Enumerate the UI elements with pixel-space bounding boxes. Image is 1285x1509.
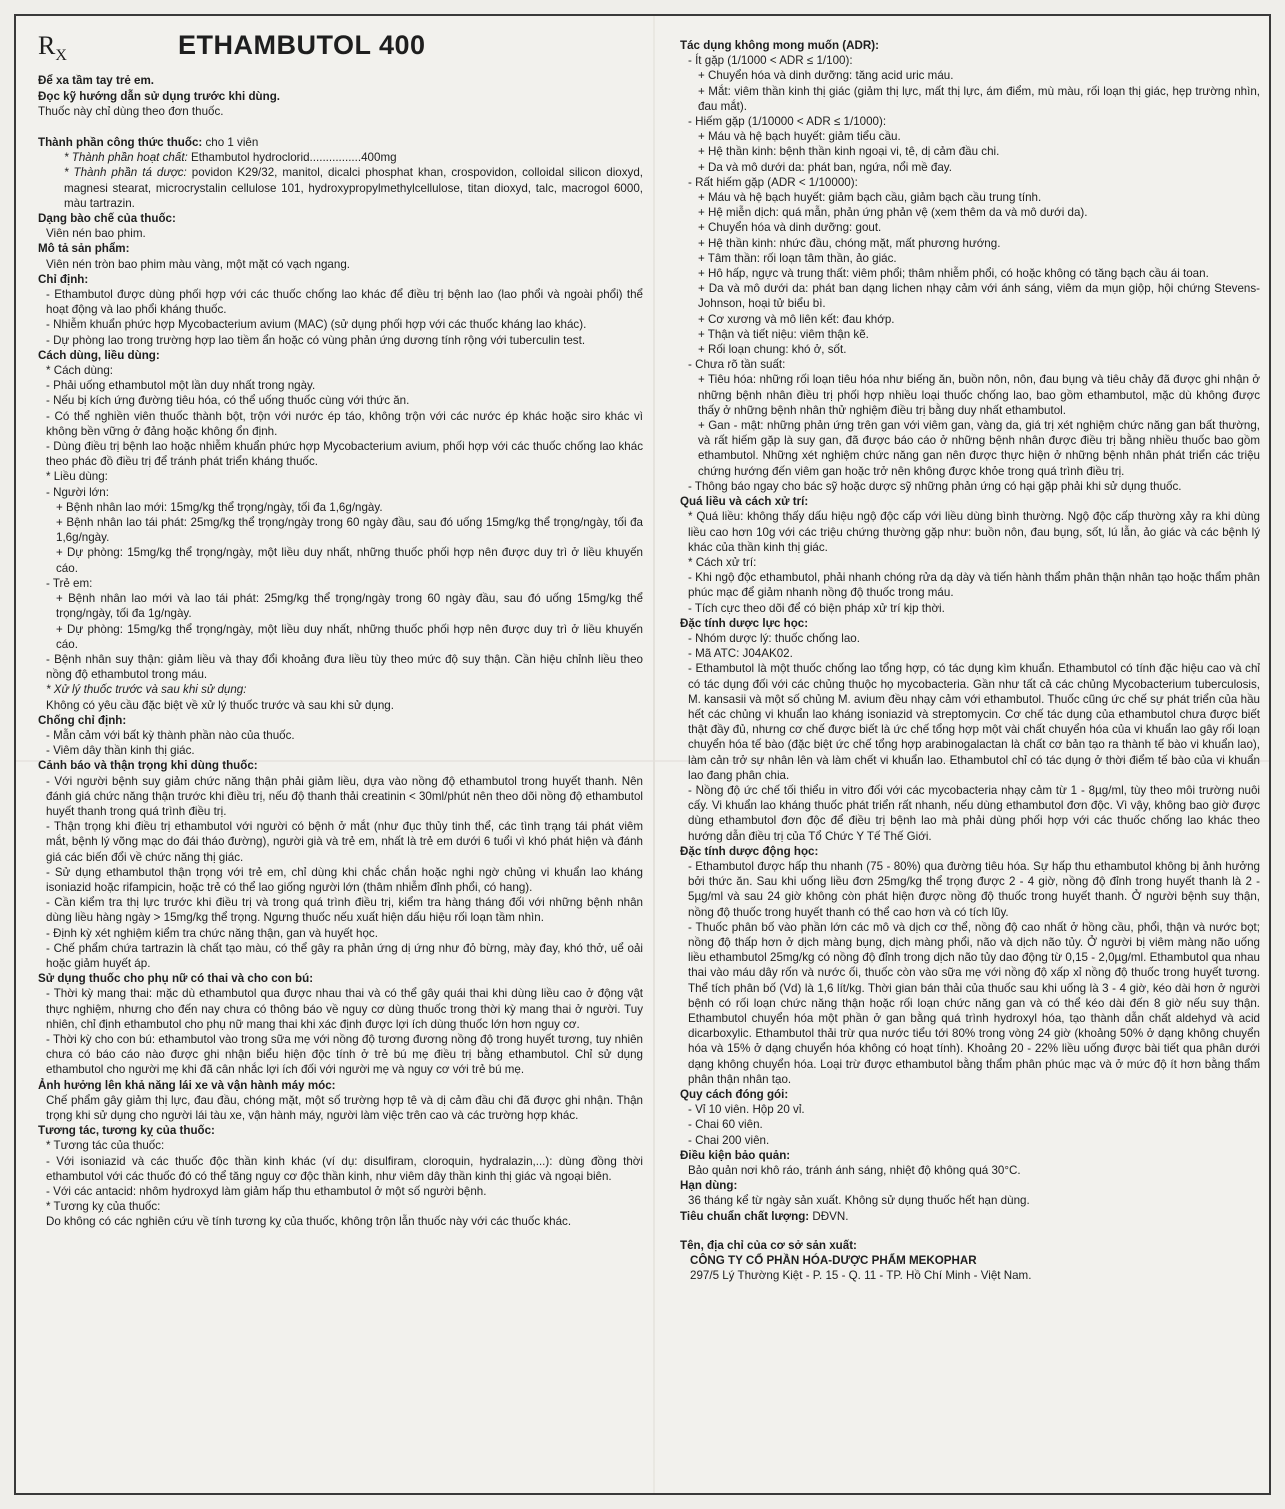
overdose-symptoms: * Quá liều: không thấy dấu hiệu ngộ độc cấp với liều dùng bình thường. Ngộ độc cấp thường xảy ra khi dùng liều cao hơn 10g với các triệu chứng thường gặp như: buồn nôn, đau bụng, sốt, lú lẫn, ảo giác và các bệnh lý khác của thần kinh thị giác. [688,510,1260,554]
section-overdose [680,494,1260,616]
section-precautions [38,758,643,971]
precaution-line: - Sử dụng ethambutol thận trọng với trẻ em, chỉ dùng khi chắc chắn hoặc nghi ngờ chủng vi khuẩn lao kháng isoniazid hoặc rifampicin, hoặc trẻ có thể lao giống người lớn (thâm nhiễm đỉnh phổi, có hang). [46,865,643,894]
usage-adult-line: + Bệnh nhân lao tái phát: 25mg/kg thể trọng/ngày trong 60 ngày đầu, sau đó uống 15mg/kg thể trọng/ngày, tối đa 1,6g/ngày. [56,516,643,545]
pregnancy-heading: Sử dụng thuốc cho phụ nữ có thai và cho con bú: [38,972,314,986]
precaution-line: - Với người bệnh suy giảm chức năng thận phải giảm liều, dựa vào nồng độ ethambutol trong huyết thanh. Nên đánh giá chức năng thận trước khi điều trị, nếu độ thanh thải creatinin < 30ml/phút nên theo dõi nồng độ ethambutol huyết thanh trong quá trình điều trị. [46,774,643,818]
fold-line-vertical [653,16,655,1493]
section-packaging [680,1087,1260,1148]
usage-how-line: - Phải uống ethambutol một lần duy nhất trong ngày. [46,379,316,393]
overdose-treat-line: - Tích cực theo dõi để có biện pháp xử trí kịp thời. [688,601,945,615]
adr-very-rare-line: + Thận và tiết niệu: viêm thận kẽ. [698,327,869,341]
overdose-treat-label: * Cách xử trí: [688,555,757,569]
precaution-line: - Cần kiểm tra thị lực trước khi điều trị và trong quá trình điều trị, kiểm tra hàng tháng đối với những bệnh nhân dùng liều hàng ngày > 15mg/kg thể trọng. Ngưng thuốc nếu xuất hiện dấu hiệu rối loạn tầm nhìn. [46,896,643,925]
adr-very-rare-line: + Chuyển hóa và dinh dưỡng: gout. [698,221,882,235]
usage-how-line: - Nếu bị kích ứng đường tiêu hóa, có thể uống thuốc cùng với thức ăn. [46,394,410,408]
standard-value: DĐVN. [809,1209,849,1223]
section-dosage-form [38,211,643,241]
section-composition: Thành phần công thức thuốc: cho 1 viên * Thành phần hoạt chất: Ethambutol hydroclorid................400mg * Thành phần tá dược: povidon K29/32, manitol, dicalci phosphat khan, crospovidon, colloidal silicon dioxyd, magnesi stearat, microcrystalin cellulose 101, hydroxypropylmethylcellulose, titan dioxyd, talc, macrogol 6000, màu tartrazin. [38,136,643,210]
usage-how-label: * Cách dùng: [46,364,114,378]
indication-line: - Dự phòng lao trong trường hợp lao tiềm ẩn hoặc có vùng phản ứng dương tính rộng với tuberculin test. [46,333,586,347]
section-storage [680,1148,1260,1178]
warning-read-instructions: Đọc kỹ hướng dẫn sử dụng trước khi dùng. [38,89,280,103]
leaflet-sheet [14,14,1271,1495]
description-text: Viên nén tròn bao phim màu vàng, một mặt có vạch ngang. [46,257,350,271]
manufacturer-name: CÔNG TY CỔ PHẦN HÓA-DƯỢC PHẨM MEKOPHAR [690,1254,977,1268]
indication-line: - Nhiễm khuẩn phức hợp Mycobacterium avium (MAC) (sử dụng phối hợp với các thuốc kháng lao khác). [46,318,587,332]
section-standard [680,1209,1260,1224]
section-manufacturer [680,1238,1260,1284]
right-column [680,38,1260,1283]
dosage-form-heading: Dạng bào chế của thuốc: [38,212,176,226]
adr-very-rare-line: + Hô hấp, ngực và trung thất: viêm phổi; thâm nhiễm phổi, có hoặc không có tăng bạch cầu ái toan. [698,267,1209,281]
adr-very-rare-line: + Rối loạn chung: khó ở, sốt. [698,343,847,357]
adr-very-rare-line: + Hệ miễn dịch: quá mẫn, phản ứng phản vệ (xem thêm da và mô dưới da). [698,206,1088,220]
composition-active: * Thành phần hoạt chất: Ethambutol hydroclorid................400mg [64,151,397,165]
usage-dose-label: * Liều dùng: [46,470,108,484]
interactions-heading: Tương tác, tương kỵ của thuốc: [38,1124,215,1138]
adr-heading: Tác dụng không mong muốn (ADR): [680,39,879,52]
usage-child-line: + Dự phòng: 15mg/kg thể trọng/ngày, một liều duy nhất, những thuốc phối hợp nên được duy trì ở liều khuyến cáo. [56,622,643,651]
usage-child-line: + Bệnh nhân lao mới và lao tái phát: 25mg/kg thể trọng/ngày trong 60 ngày đầu, sau đó uống 15mg/kg thể trọng/ngày, tối đa 1g/ngày. [56,592,643,621]
section-interactions [38,1123,643,1229]
usage-handling-label: * Xử lý thuốc trước và sau khi sử dụng: [46,683,247,697]
section-adr [680,38,1260,494]
description-heading: Mô tả sản phẩm: [38,242,130,256]
adr-common-line: + Chuyển hóa và dinh dưỡng: tăng acid uric máu. [698,69,954,83]
composition-excipients: * Thành phần tá dược: povidon K29/32, manitol, dicalci phosphat khan, crospovidon, colloidal silicon dioxyd, magnesi stearat, microcrystalin cellulose 101, hydroxypropylmethylcellulose, titan dioxyd, talc, macrogol 6000, màu tartrazin. [64,166,643,210]
storage-text: Bảo quản nơi khô ráo, tránh ánh sáng, nhiệt độ không quá 30°C. [688,1164,1021,1178]
packaging-line: - Chai 60 viên. [688,1118,763,1132]
interaction-line: - Với isoniazid và các thuốc độc thần kinh khác (ví dụ: disulfiram, cloroquin, hydralazin,...): dùng đồng thời ethambutol với các thuốc đó có thể tăng nguy cơ độc thần kinh, như viêm dây thần kinh thị giác và ngoại biên. [46,1154,643,1183]
drug-title: ETHAMBUTOL 400 [178,30,426,60]
standard-heading: Tiêu chuẩn chất lượng: [680,1209,810,1223]
usage-adult-line: + Dự phòng: 15mg/kg thể trọng/ngày, một liều duy nhất, những thuốc phối hợp nên được duy trì ở liều khuyến cáo. [56,546,643,575]
overdose-heading: Quá liều và cách xử trí: [680,495,809,509]
leaflet-header [38,30,643,65]
adr-rare-label: - Hiếm gặp (1/10000 < ADR ≤ 1/1000): [688,115,887,129]
adr-unknown-label: - Chưa rõ tần suất: [688,358,786,372]
usage-how-line: - Dùng điều trị bệnh lao hoặc nhiễm khuẩn phức hợp Mycobacterium avium, phối hợp với các thuốc chống lao khác theo phác đồ điều trị để tránh phát triển kháng thuốc. [46,440,643,469]
interactions-label: * Tương tác của thuốc: [46,1139,165,1153]
section-pharmacodynamics [680,616,1260,844]
adr-very-rare-label: - Rất hiếm gặp (ADR < 1/10000): [688,175,858,189]
driving-heading: Ảnh hưởng lên khả năng lái xe và vận hành máy móc: [38,1078,336,1092]
precaution-line: - Thận trọng khi điều trị ethambutol với người có bệnh ở mắt (như đục thủy tinh thể, các tình trạng tái phát viêm mắt, bệnh lý võng mạc do đái tháo đường), người già và trẻ em, nhất là trẻ em dưới 6 tuổi vì khó phát hiện và đánh giá các biến đổi về chức năng thị giác. [46,820,643,864]
adr-unknown-line: + Gan - mật: những phản ứng trên gan với viêm gan, vàng da, giá trị xét nghiệm chức năng gan bất thường, và rất hiếm gặp là suy gan, đã được báo cáo ở những bệnh nhân được điều trị bằng nhiều thuốc bao gồm ethambutol. Những xét nghiệm chức năng gan nên được thực hiện ở những bệnh nhân phát triển các triệu chứng hướng đến viêm gan hoặc trở nên không được khỏe trong quá trình điều trị. [698,419,1260,478]
interaction-line: - Với các antacid: nhôm hydroxyd làm giảm hấp thu ethambutol ở một số người bệnh. [46,1185,487,1199]
adr-very-rare-line: + Da và mô dưới da: phát ban dạng lichen nhạy cảm với ánh sáng, viêm da mụn giộp, hội chứng Stevens-Johnson, hoại tử biểu bì. [698,282,1260,311]
adr-very-rare-line: + Tâm thần: rối loạn tâm thần, ảo giác. [698,251,897,265]
indications-heading: Chỉ định: [38,272,89,286]
driving-text: Chế phẩm gây giảm thị lực, đau đầu, chóng mặt, một số trường hợp tê và dị cảm đầu chi đã được ghi nhận. Thận trọng khi sử dụng cho người lái tàu xe, vận hành máy, người làm việc trên cao và các trường hợp khác. [46,1093,643,1122]
contraindication-line: - Viêm dây thần kinh thị giác. [46,744,195,758]
pharmacokinetics-line: - Thuốc phân bố vào phần lớn các mô và dịch cơ thể, nồng độ cao nhất ở hồng cầu, phổi, thận và nước bọt; nồng độ thấp hơn ở dịch màng bụng, dịch màng phổi, não và dịch não tủy. Ở người bị viêm màng não uống liều ethambutol 25mg/kg có nồng độ đỉnh trong dịch não tủy dao động từ 0,15 - 2,0µg/ml. Ethambutol qua nhau thai vào máu dây rốn và nước ối, thuốc còn vào sữa mẹ với nồng độ xấp xỉ nồng độ thuốc trong huyết tương. Thể tích phân bố (Vd) là 1,6 lít/kg. Thời gian bán thải của thuốc sau khi uống là 3 - 4 giờ, kéo dài hơn ở người bệnh có rối loạn chức năng thận hoặc rối loạn chức năng gan và có thể kéo dài đến 8 giờ nếu suy thận. Ethambutol chuyển hóa một phần ở gan bằng quá trình hydroxyl hóa, tạo thành dẫn chất aldehyd và acid dicarboxylic. Ethambutol thải trừ qua nước tiểu tới 80% trong vòng 24 giờ (khoảng 50% ở dạng không chuyển hóa và 15% ở dạng chuyển hóa không có hoạt tính). Khoảng 20 - 22% liều uống được bài tiết qua phân dưới dạng không chuyển hóa. Loại trừ được ethambutol bằng thẩm phân phúc mạc và ở mức độ ít hơn bằng thẩm phân thận nhân tạo. [688,920,1260,1086]
section-usage [38,348,643,713]
section-contraindications [38,713,643,759]
section-pregnancy [38,971,643,1077]
adr-rare-line: + Máu và hệ bạch huyết: giảm tiểu cầu. [698,130,901,144]
packaging-line: - Vỉ 10 viên. Hộp 20 vỉ. [688,1103,805,1117]
rx-symbol: $R_X$ [38,31,67,65]
expiry-text: 36 tháng kể từ ngày sản xuất. Không sử dụng thuốc hết hạn dùng. [688,1194,1030,1208]
packaging-heading: Quy cách đóng gói: [680,1088,789,1102]
incompatibility-label: * Tương kỵ của thuốc: [46,1200,161,1214]
contraindication-line: - Mẫn cảm với bất kỳ thành phần nào của thuốc. [46,728,295,742]
pharmacodynamics-heading: Đặc tính dược lực học: [680,616,809,630]
storage-heading: Điều kiện bảo quản: [680,1148,791,1162]
section-expiry [680,1178,1260,1208]
pharmacokinetics-heading: Đặc tính dược động học: [680,844,819,858]
section-pharmacokinetics [680,844,1260,1087]
section-indications [38,272,643,348]
precaution-line: - Định kỳ xét nghiệm kiểm tra chức năng thận, gan và huyết học. [46,926,378,940]
indication-line: - Ethambutol được dùng phối hợp với các thuốc chống lao khác để điều trị bệnh lao (lao phổi và ngoài phổi) thể hoạt động và lao phổi kháng thuốc. [46,288,643,317]
composition-heading: Thành phần công thức thuốc: [38,136,203,149]
adr-very-rare-line: + Cơ xương và mô liên kết: đau khớp. [698,312,895,326]
manufacturer-heading: Tên, địa chỉ của cơ sở sản xuất: [680,1238,857,1252]
pharmacodynamics-line: - Ethambutol là một thuốc chống lao tổng hợp, có tác dụng kìm khuẩn. Ethambutol có tính đặc hiệu cao và chỉ có tác dụng đối với các chủng thuộc họ mycobacteria. Gần như tất cả các chủng Mycobacterium tuberculosis, M. kansasii và một số chủng M. avium đều nhạy cảm với ethambutol. Thuốc cũng ức chế sự phát triển của hầu hết các chủng vi khuẩn lao kháng isoniazid và streptomycin. Cơ chế tác dụng của ethambutol chưa được biết thật đầy đủ, nhưng cơ chế được biết là ức chế tổng hợp một vài chất chuyển hóa của vi khuẩn lao gây rối loạn chuyển hóa tế bào (đặc biệt ức chế tổng hợp arabinogalactan là chất cơ bản tạo ra thành tế bào vi khuẩn lao), làm cản trở sự nhân lên và làm chết vi khuẩn lao. Ethambutol chỉ có tác dụng ở thời điểm tế bào của vi khuẩn lao đang phân chia. [688,662,1260,782]
incompatibility-text: Do không có các nghiên cứu về tính tương kỵ của thuốc, không trộn lẫn thuốc này với các thuốc khác. [46,1215,572,1229]
usage-adult-label: - Người lớn: [46,485,109,499]
usage-handling-text: Không có yêu cầu đặc biệt về xử lý thuốc trước và sau khi sử dụng. [46,698,394,712]
warning-prescription-only: Thuốc này chỉ dùng theo đơn thuốc. [38,104,224,118]
adr-unknown-line: + Tiêu hóa: những rối loạn tiêu hóa như biếng ăn, buồn nôn, nôn, đau bụng và tiêu chảy đã được ghi nhận ở những bệnh nhân điều trị phối hợp nhiều loại thuốc chống lao, bao gồm ethambutol, mặc dù không được thấy ở những bệnh nhân thử nghiệm điều trị bằng duy nhất ethambutol. [698,373,1260,417]
pharmacodynamics-line: - Nồng độ ức chế tối thiểu in vitro đối với các mycobacteria nhạy cảm từ 1 - 8µg/ml, tùy theo môi trường nuôi cấy. Vi khuẩn lao kháng thuốc phát triển rất nhanh, nếu dùng ethambutol đơn độc. Vì vậy, không bao giờ được dùng ethambutol đơn độc để điều trị bệnh lao mà phải dùng phối hợp với các thuốc chống lao khác theo hướng dẫn điều trị của Tổ Chức Y Tế Thế Giới. [688,783,1260,843]
packaging-line: - Chai 200 viên. [688,1133,770,1147]
usage-renal-line: - Bệnh nhân suy thận: giảm liều và thay đổi khoảng đưa liều tùy theo mức độ suy thận. Cần hiệu chỉnh liều theo nồng độ ethambutol trong máu. [46,652,643,682]
manufacturer-address: 297/5 Lý Thường Kiệt - P. 15 - Q. 11 - TP. Hồ Chí Minh - Việt Nam. [690,1269,1032,1283]
section-description [38,241,643,271]
adr-notify-line: - Thông báo ngay cho bác sỹ hoặc dược sỹ những phản ứng có hại gặp phải khi sử dụng thuốc. [688,479,1182,493]
adr-very-rare-line: + Hệ thần kinh: nhức đầu, chóng mặt, mất phương hướng. [698,236,1001,250]
pregnancy-line: - Thời kỳ mang thai: mặc dù ethambutol qua được nhau thai và có thể gây quái thai khi dùng liều cao ở động vật thực nghiệm, nhưng cho đến nay chưa có thông báo về nguy cơ dùng thuốc trong thời kỳ mang thai ở người. Tuy nhiên, chỉ định ethambutol cho phụ nữ mang thai khi xác định được lợi ích dùng thuốc lớn hơn nguy cơ. [46,987,643,1031]
atc-code: - Mã ATC: J04AK02. [688,647,793,661]
usage-heading: Cách dùng, liều dùng: [38,348,160,362]
adr-rare-line: + Hệ thần kinh: bệnh thần kinh ngoại vi, tê, dị cảm đầu chi. [698,145,1000,159]
pharmacokinetics-line: - Ethambutol được hấp thu nhanh (75 - 80%) qua đường tiêu hóa. Sự hấp thu ethambutol không bị ảnh hưởng bởi thức ăn. Sau khi uống liều đơn 25mg/kg thể trọng được 2 - 4 giờ, nồng độ đỉnh trong huyết thanh là 2 - 5µg/ml và sau 24 giờ không còn phát hiện được nồng độ thuốc trong huyết thanh. Ở người bệnh suy thận, nồng độ thuốc trong huyết thanh có thể cao hơn và có tích lũy. [688,859,1260,919]
adr-rare-line: + Da và mô dưới da: phát ban, ngứa, nổi mề đay. [698,160,952,174]
pregnancy-line: - Thời kỳ cho con bú: ethambutol vào trong sữa mẹ với nồng độ tương đương nồng độ trong huyết tương, tuy nhiên chưa có báo cáo nào được ghi nhận biểu hiện độc tính ở trẻ bú mẹ điều trị bằng ethambutol. Chỉ sử dụng ethambutol cho người mẹ khi đã cân nhắc lợi ích đối với người mẹ và nguy cơ với trẻ bú mẹ. [46,1032,643,1077]
usage-adult-line: + Bệnh nhân lao mới: 15mg/kg thể trọng/ngày, tối đa 1,6g/ngày. [56,500,383,514]
precaution-line: - Chế phẩm chứa tartrazin là chất tạo màu, có thể gây ra phản ứng dị ứng như đỏ bừng, mày đay, khó thở, uể oải hoặc giảm huyết áp. [46,941,643,970]
usage-child-label: - Trẻ em: [46,576,93,590]
adr-common-label: - Ít gặp (1/1000 < ADR ≤ 1/100): [688,54,853,68]
warning-keep-away: Để xa tầm tay trẻ em. [38,74,154,88]
left-column [38,30,643,1230]
precautions-heading: Cảnh báo và thận trọng khi dùng thuốc: [38,759,258,773]
section-driving [38,1078,643,1124]
expiry-heading: Hạn dùng: [680,1179,738,1193]
adr-very-rare-line: + Máu và hệ bạch huyết: giảm bạch cầu, giảm bạch cầu trung tính. [698,191,1042,205]
dosage-form-text: Viên nén bao phim. [46,227,146,241]
usage-how-line: - Có thể nghiền viên thuốc thành bột, trộn với nước ép táo, không trộn với các nước ép khác hoặc siro khác vì không bền vững ở đảng hoặc không ổn định. [46,409,643,438]
overdose-treat-line: - Khi ngộ độc ethambutol, phải nhanh chóng rửa dạ dày và tiến hành thẩm phân thận nhân tạo hoặc thẩm phân phúc mạc để giảm nhanh nồng độ thuốc trong máu. [688,571,1260,600]
pharmacology-group: - Nhóm dược lý: thuốc chống lao. [688,631,860,645]
adr-common-line: + Mắt: viêm thần kinh thị giác (giảm thị lực, mất thị lực, ám điểm, mù màu, rối loạn thị giác, hẹp trường nhìn, đau mắt). [698,84,1260,113]
contraindications-heading: Chống chỉ định: [38,713,127,727]
